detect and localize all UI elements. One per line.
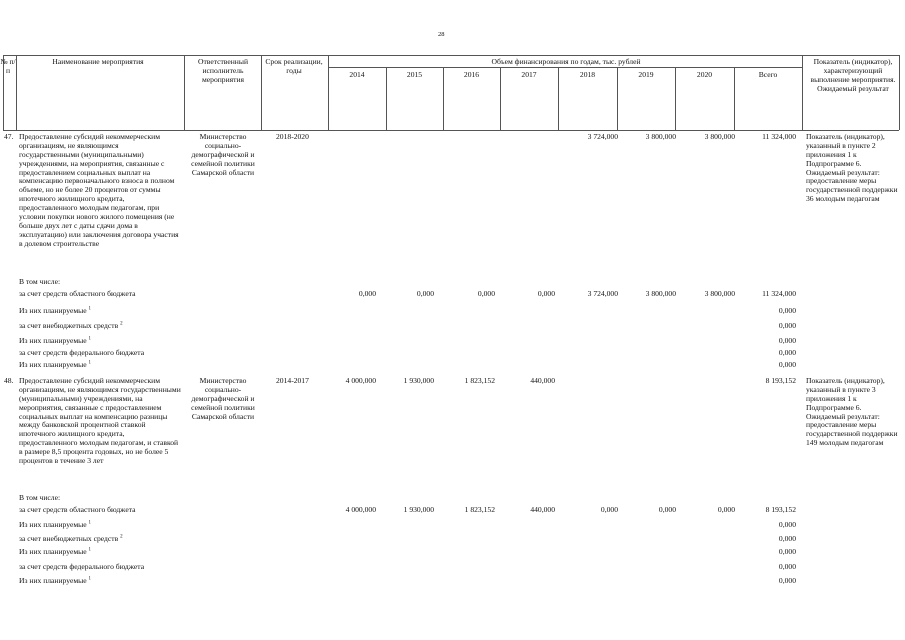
funding-source-text: за счет средств областного бюджета — [19, 289, 136, 298]
funding-value: 0,000 — [778, 562, 796, 571]
header-term: Срок реализации, годы — [265, 57, 323, 75]
table-hline — [3, 55, 899, 56]
funding-value: 0,000 — [600, 505, 618, 514]
table-hline — [3, 130, 899, 131]
funding-source-label — [19, 577, 91, 586]
funding-value: 1 823,152 — [464, 505, 495, 514]
header-year: 2015 — [406, 70, 423, 79]
header-year: 2014 — [349, 70, 365, 79]
header-indicator: Показатель (индикатор), характеризующий выполнение мероприятия. Ожидаемый результат — [810, 57, 896, 93]
funding-value: 11 324,000 — [762, 132, 796, 141]
funding-source-label — [19, 361, 91, 370]
table-vline — [16, 55, 17, 130]
funding-source-label — [19, 535, 123, 544]
funding-value: 8 193,152 — [765, 376, 796, 385]
funding-value: 3 800,000 — [645, 132, 676, 141]
funding-value: 440,000 — [530, 505, 555, 514]
table-vline — [184, 55, 185, 130]
funding-value: 0,000 — [717, 505, 735, 514]
table-hline — [328, 67, 802, 68]
funding-source-text: Из них планируемые — [19, 360, 87, 369]
header-executor: Ответственный исполнитель мероприятия — [197, 57, 249, 84]
funding-source-label — [19, 548, 91, 557]
header-year: 2017 — [521, 70, 537, 79]
funding-value: 0,000 — [778, 321, 796, 330]
funding-source-text: за счет внебюджетных средств — [19, 534, 119, 543]
funding-value: 0,000 — [658, 505, 676, 514]
funding-value: 1 930,000 — [403, 376, 434, 385]
measure-name: Предоставление субсидий некоммерческим организациям, не являющимся государственными (муниципальными) учреждениями, на мероприятия, связанные с предоставлением социальных выплат на компенсацию первоначального взноса в полном объеме, но не более 20 процентов от суммы ипотечного жилищного кредита, предоставленного молодым педагогам, при условии покупки нового жилого помещения (не больше двух лет с даты сдачи дома в эксплуатацию) или заключения договора участия в долевом строительстве — [19, 132, 179, 248]
funding-value: 0,000 — [416, 289, 434, 298]
table-vline — [802, 55, 803, 130]
footnote-mark: 1 — [88, 547, 92, 553]
funding-value: 1 930,000 — [403, 505, 434, 514]
implementation-term: 2014-2017 — [276, 376, 309, 385]
indicator-text: Показатель (индикатор), указанный в пункте 2 приложения 1 к Подпрограмме 6. Ожидаемый результат: предоставление меры государственной поддержки 36 молодым педагогам — [806, 132, 898, 204]
funding-source-text: Из них планируемые — [19, 576, 87, 585]
funding-value: 440,000 — [530, 376, 555, 385]
page-number: 28 — [438, 31, 445, 38]
funding-value: 0,000 — [778, 576, 796, 585]
funding-value: 0,000 — [358, 289, 376, 298]
header-year: 2020 — [696, 70, 713, 79]
funding-value: 0,000 — [778, 547, 796, 556]
funding-value: 3 800,000 — [704, 289, 735, 298]
funding-source-label — [19, 307, 91, 316]
header-no: № п/п — [0, 57, 16, 75]
funding-value: 0,000 — [778, 520, 796, 529]
funding-value: 0,000 — [778, 306, 796, 315]
funding-value: 3 800,000 — [645, 289, 676, 298]
header-year: 2018 — [579, 70, 596, 79]
footnote-mark: 2 — [120, 534, 123, 540]
funding-source-label — [19, 563, 144, 572]
implementation-term: 2018-2020 — [276, 132, 309, 141]
header-name: Наименование мероприятия — [52, 57, 144, 66]
funding-value: 0,000 — [778, 336, 796, 345]
funding-value: 0,000 — [477, 289, 495, 298]
funding-source-label — [19, 521, 91, 530]
funding-value: 0,000 — [778, 534, 796, 543]
funding-value: 8 193,152 — [765, 505, 796, 514]
funding-source-text: Из них планируемые — [19, 306, 87, 315]
funding-value: 0,000 — [778, 360, 796, 369]
funding-source-label — [19, 322, 123, 331]
responsible-executor: Министерство социально-демографической и семейной политики Самарской области — [191, 132, 255, 177]
funding-source-text: за счет средств федерального бюджета — [19, 562, 145, 571]
responsible-executor: Министерство социально-демографической и семейной политики Самарской области — [191, 376, 255, 421]
funding-source-text: Из них планируемые — [19, 547, 87, 556]
header-year: Всего — [758, 70, 778, 79]
funding-source-label — [19, 349, 144, 358]
header-year: 2019 — [638, 70, 654, 79]
table-vline — [328, 55, 329, 130]
indicator-text: Показатель (индикатор), указанный в пункте 3 приложения 1 к Подпрограмме 6. Ожидаемый результат: предоставление меры государственной поддержки 149 молодым педагогам — [806, 376, 898, 448]
including-label: В том числе: — [19, 277, 61, 286]
funding-value: 11 324,000 — [762, 289, 796, 298]
funding-value: 0,000 — [537, 289, 555, 298]
footnote-mark: 1 — [88, 520, 92, 526]
footnote-mark: 1 — [88, 306, 92, 312]
funding-source-label — [19, 290, 135, 299]
funding-value: 0,000 — [778, 348, 796, 357]
funding-source-text: за счет внебюджетных средств — [19, 321, 119, 330]
row-number: 48. — [4, 376, 14, 385]
funding-value: 3 724,000 — [587, 289, 618, 298]
funding-source-text: Из них планируемые — [19, 336, 87, 345]
funding-value: 4 000,000 — [345, 505, 376, 514]
footnote-mark: 2 — [120, 321, 123, 327]
funding-source-label — [19, 337, 91, 346]
funding-source-text: за счет средств областного бюджета — [19, 505, 136, 514]
funding-value: 4 000,000 — [345, 376, 376, 385]
footnote-mark: 1 — [88, 336, 92, 342]
funding-source-text: Из них планируемые — [19, 520, 87, 529]
footnote-mark: 1 — [88, 576, 92, 582]
funding-value: 1 823,152 — [464, 376, 495, 385]
funding-source-label — [19, 506, 135, 515]
header-funding: Объем финансирования по годам, тыс. рублей — [491, 57, 641, 66]
row-number: 47. — [4, 132, 14, 141]
measure-name: Предоставление субсидий некоммерческим организациям, не являющимся государственными (муниципальными) учреждениями, на мероприятия, связанные с предоставлением социальных выплат на компенсацию разницы между банковской процентной ставкой ипотечного жилищного кредита, предоставленного молодым педагогам, и ставкой в размере 8,5 процента годовых, но не более 5 процентов в течение 3 лет — [19, 376, 181, 465]
funding-value: 3 724,000 — [587, 132, 618, 141]
header-year: 2016 — [463, 70, 480, 79]
footnote-mark: 1 — [88, 360, 92, 366]
funding-value: 3 800,000 — [704, 132, 735, 141]
funding-source-text: за счет средств федерального бюджета — [19, 348, 145, 357]
including-label: В том числе: — [19, 493, 61, 502]
